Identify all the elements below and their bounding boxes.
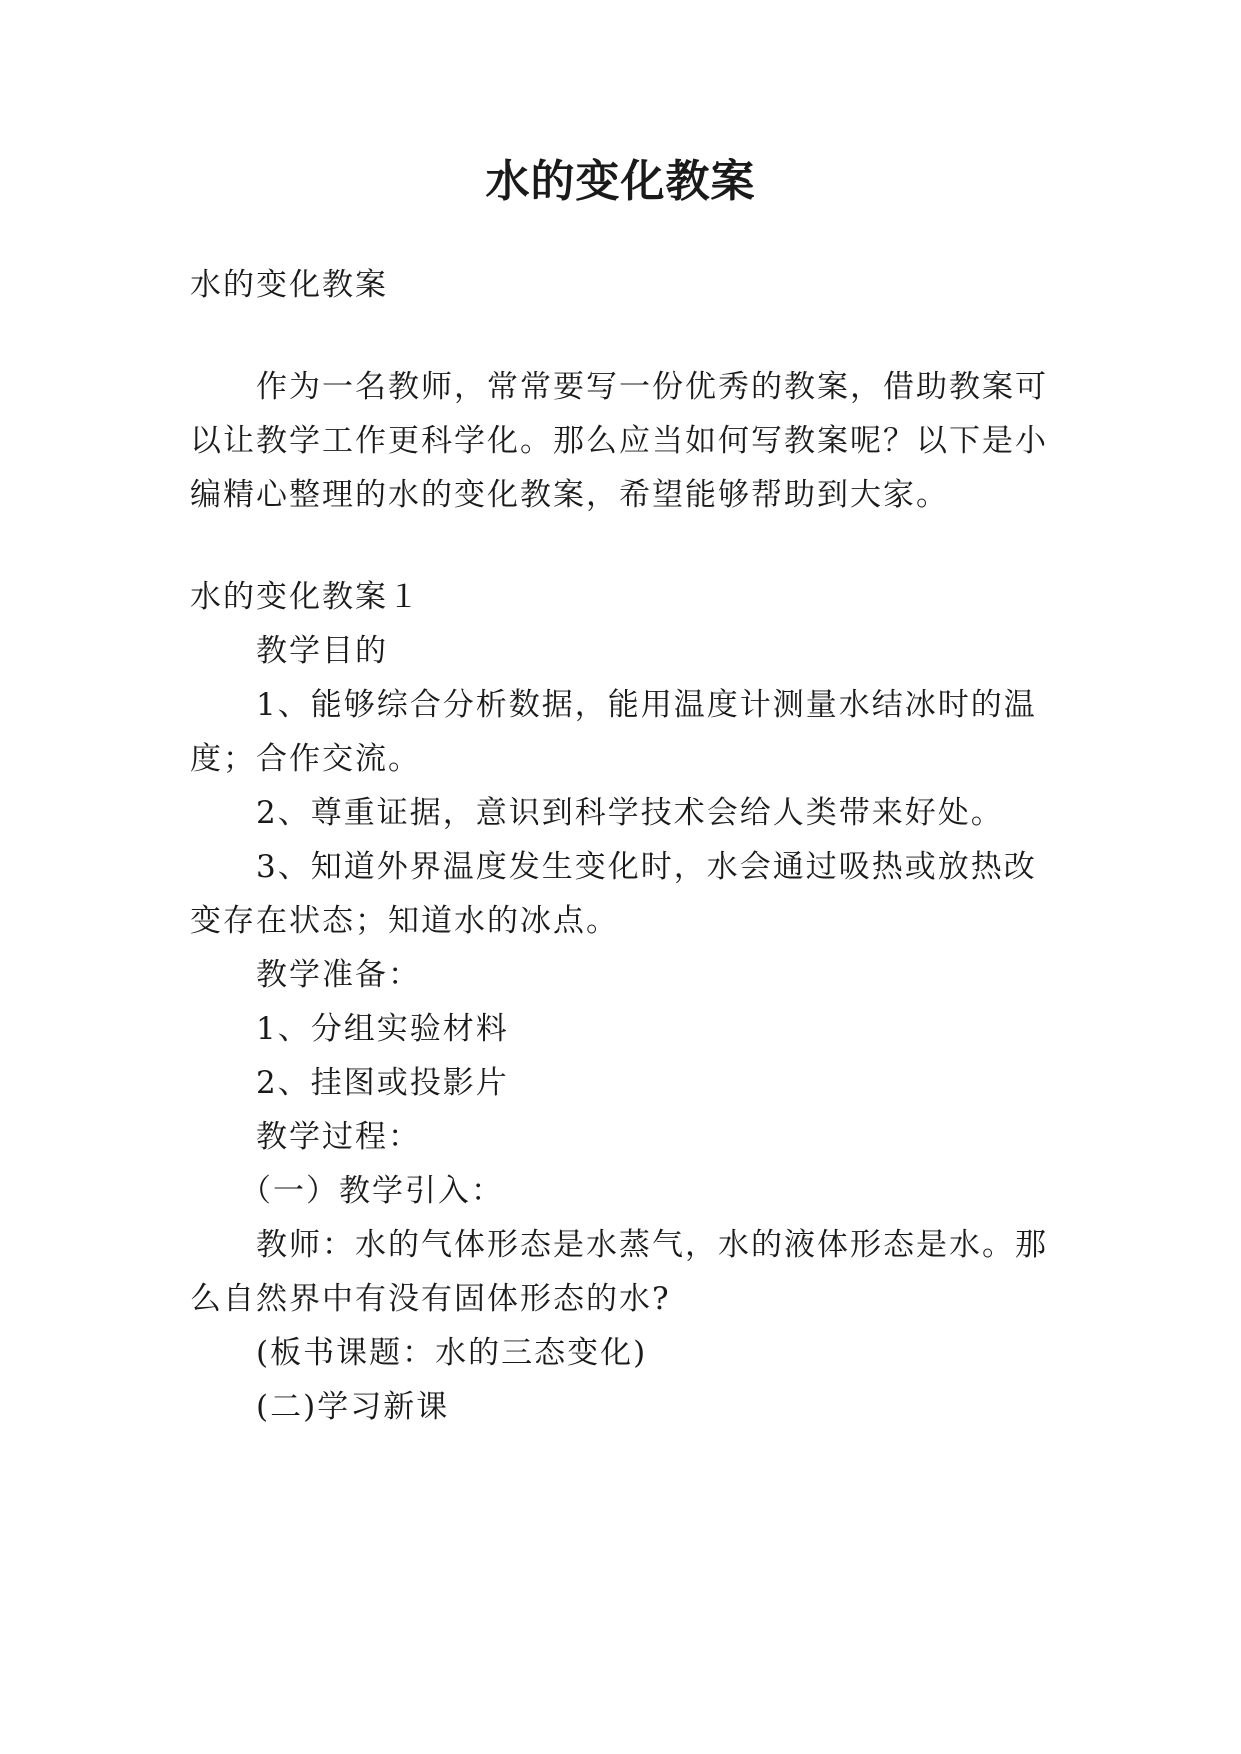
section-heading: 水的变化教案１: [190, 579, 421, 615]
preparation-heading: 教学准备：: [256, 957, 421, 993]
objective-1-line-1: 1、能够综合分析数据，能用温度计测量水结冰时的温: [256, 687, 1037, 723]
objective-3-line-1: 3、知道外界温度发生变化时，水会通过吸热或放热改: [256, 849, 1037, 885]
teacher-line-2: 么自然界中有没有固体形态的水?: [190, 1281, 671, 1317]
intro-line-2: 以让教学工作更科学化。那么应当如何写教案呢？以下是小: [190, 423, 1048, 459]
subtitle: 水的变化教案: [190, 267, 388, 303]
preparation-item-1: 1、分组实验材料: [256, 1011, 509, 1047]
preparation-item-2: 2、挂图或投影片: [256, 1065, 509, 1101]
objectives-heading: 教学目的: [256, 633, 388, 669]
document-title: 水的变化教案: [485, 156, 756, 207]
step-1-heading: （一）教学引入：: [240, 1173, 504, 1209]
teacher-line-1: 教师：水的气体形态是水蒸气，水的液体形态是水。那: [256, 1227, 1048, 1263]
intro-line-1: 作为一名教师，常常要写一份优秀的教案，借助教案可: [256, 369, 1048, 405]
step-2-heading: (二)学习新课: [256, 1389, 450, 1425]
objective-3-line-2: 变存在状态；知道水的冰点。: [190, 903, 619, 939]
intro-line-3: 编精心整理的水的变化教案，希望能够帮助到大家。: [190, 477, 949, 513]
process-heading: 教学过程：: [256, 1119, 421, 1155]
board-note: (板书课题：水的三态变化): [256, 1335, 648, 1371]
objective-2: 2、尊重证据，意识到科学技术会给人类带来好处。: [256, 795, 1004, 831]
objective-1-line-2: 度；合作交流。: [190, 741, 421, 777]
